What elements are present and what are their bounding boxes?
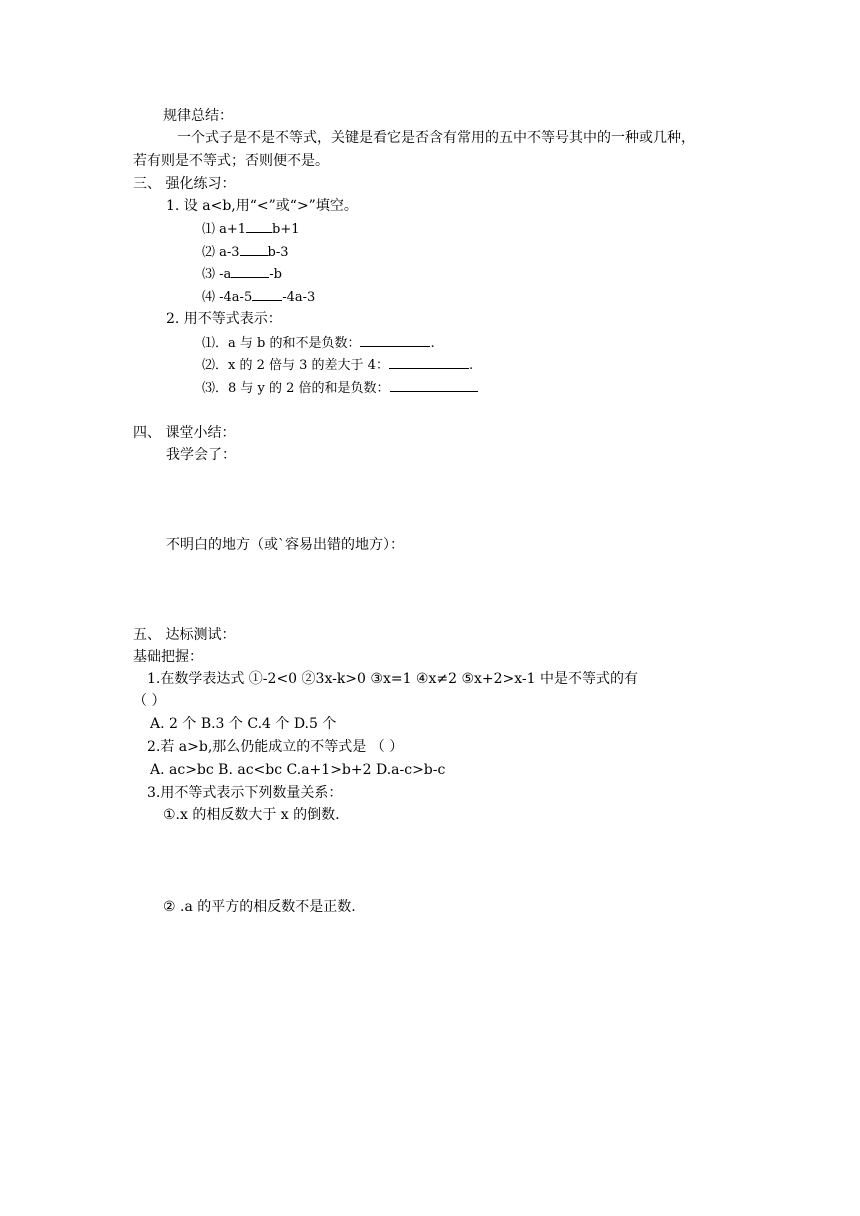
item-text: ⑶．8 与 y 的 2 倍的和是负数： xyxy=(202,381,390,396)
section3-q1-stem: 1. 设 a<b,用“<”或“>”填空。 xyxy=(166,198,358,214)
section3-q2-item-1 xyxy=(202,333,435,353)
answer-blank[interactable] xyxy=(360,333,430,347)
answer-blank[interactable] xyxy=(246,219,272,233)
item-left: ⑶ -a xyxy=(202,267,232,282)
section4-unclear: 不明白的地方（或`容易出错的地方）： xyxy=(166,537,404,553)
section5-basic: 基础把握： xyxy=(133,649,203,665)
section5-q2-stem: 2.若 a>b,那么仍能成立的不等式是 （ ） xyxy=(147,739,404,755)
section4-heading: 四、 课堂小结： xyxy=(133,425,236,441)
section5-q3-item-2: ② .a 的平方的相反数不是正数. xyxy=(163,899,356,915)
section3-q2-item-2 xyxy=(202,355,473,375)
section5-q3-stem: 3.用不等式表示下列数量关系： xyxy=(147,785,343,801)
item-left: ⑴ a+1 xyxy=(202,222,247,237)
item-left: ⑷ -4a-5 xyxy=(202,290,253,305)
answer-blank[interactable] xyxy=(252,287,282,301)
answer-blank[interactable] xyxy=(389,355,469,369)
answer-blank[interactable] xyxy=(390,378,478,392)
answer-blank[interactable] xyxy=(240,242,268,256)
item-text: ⑵．x 的 2 倍与 3 的差大于 4： xyxy=(202,358,389,373)
section4-learned: 我学会了： xyxy=(166,447,236,463)
summary-text-1: 一个式子是不是不等式，关键是看它是否含有常用的五中不等号其中的一种或几种， xyxy=(177,130,695,146)
section5-q1-paren: （ ） xyxy=(133,693,166,709)
section3-q2-item-3 xyxy=(202,378,478,398)
summary-heading: 规律总结： xyxy=(163,108,233,124)
section3-q1-item-3 xyxy=(202,264,282,284)
item-end: . xyxy=(430,336,435,351)
section5-q1-stem: 1.在数学表达式 ①-2<0 ②3x-k>0 ③x=1 ④x≠2 ⑤x+2>x-1 中是不等式的有 xyxy=(147,671,639,687)
section3-q1-item-1 xyxy=(202,219,300,239)
section3-q1-item-2 xyxy=(202,242,289,262)
section5-q1-options: A. 2 个 B.3 个 C.4 个 D.5 个 xyxy=(150,716,337,732)
section3-heading: 三、 强化练习： xyxy=(133,176,236,192)
section3-q1-item-4 xyxy=(202,287,315,307)
section5-q3-item-1: ①.x 的相反数大于 x 的倒数. xyxy=(163,807,340,823)
item-text: ⑴．a 与 b 的和不是负数： xyxy=(202,336,361,351)
item-right: -4a-3 xyxy=(282,290,316,305)
item-end: . xyxy=(468,358,474,373)
item-left: ⑵ a-3 xyxy=(202,245,240,260)
answer-blank[interactable] xyxy=(231,264,269,278)
section3-q2-stem: 2. 用不等式表示： xyxy=(166,311,282,327)
section5-heading: 五、 达标测试： xyxy=(133,627,236,643)
item-right: b+1 xyxy=(272,222,300,237)
section5-q2-options: A. ac>bc B. ac<bc C.a+1>b+2 D.a-c>b-c xyxy=(150,762,446,778)
item-right: -b xyxy=(269,267,282,282)
summary-text-2: 若有则是不等式；否则便不是。 xyxy=(133,153,329,169)
item-right: b-3 xyxy=(267,245,289,260)
